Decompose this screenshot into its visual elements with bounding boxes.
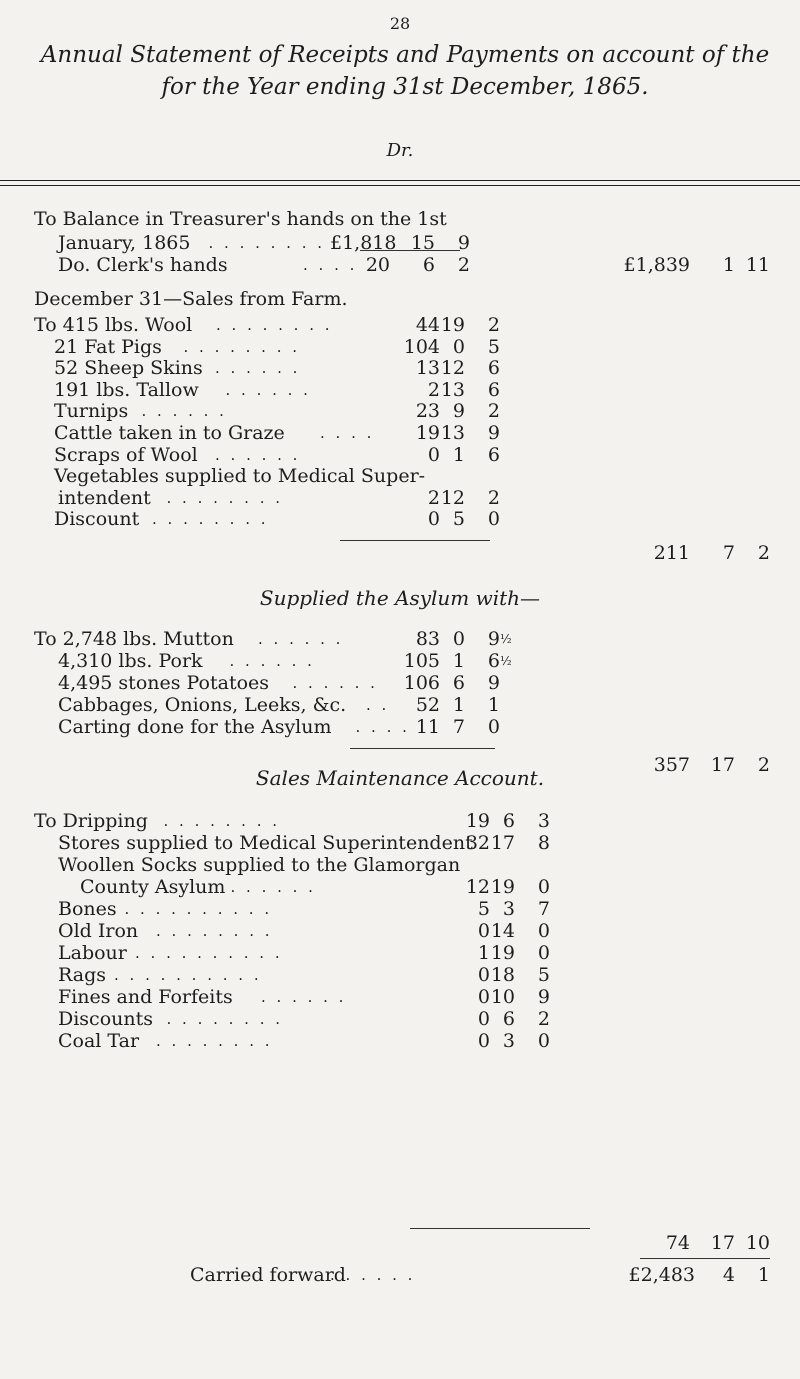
row-label: Labour	[58, 942, 127, 964]
row-label: 52 Sheep Skins	[54, 357, 203, 380]
amount-pence: 0	[487, 508, 500, 531]
total-pence: 10	[745, 1232, 770, 1254]
amount-pounds: 23	[415, 400, 440, 423]
amount-shillings: 19	[490, 876, 515, 898]
amount-pence: 0	[537, 1030, 550, 1052]
amount-shillings: 6	[502, 810, 515, 832]
leader-dots: . . . . . . . .	[208, 234, 326, 252]
row-label: Cattle taken in to Graze	[54, 422, 285, 444]
row-label: Bones	[58, 898, 117, 920]
total-shillings: 17	[710, 1232, 735, 1254]
row-label: Carting done for the Asylum	[58, 716, 332, 738]
leader-dots: . . . . . .	[261, 988, 347, 1006]
leader-dots: . . . .	[303, 256, 358, 274]
leader-dots: . . . . . .	[229, 652, 315, 670]
leader-dots: . . . . . . . .	[156, 922, 273, 940]
row-label: 21 Fat Pigs	[54, 335, 162, 358]
amount-shillings: 0	[452, 628, 465, 650]
row-label: County Asylum	[80, 876, 226, 898]
amount-pence: 2	[537, 1008, 550, 1030]
amount-pounds: 2	[427, 378, 440, 401]
leader-dots: . . . . . . . .	[166, 488, 284, 507]
row-label: 191 lbs. Tallow	[54, 378, 199, 401]
total-pounds: £1,839	[623, 254, 690, 276]
amount-shillings: 12	[440, 486, 465, 509]
section-rule	[360, 250, 460, 251]
amount-pounds: 32	[465, 832, 490, 854]
amount-pounds: 83	[415, 628, 440, 650]
amount-shillings: 0	[452, 335, 465, 358]
row-label: Discount	[54, 508, 140, 531]
amount-shillings: 1	[452, 650, 465, 672]
ledger-row	[0, 506, 800, 532]
section-rule	[410, 1228, 590, 1229]
amount-pence: 0	[537, 942, 550, 964]
total-pence: 2	[757, 754, 770, 776]
row-label: Fines and Forfeits	[58, 986, 233, 1008]
row-label: January, 1865	[58, 232, 191, 254]
amount-pounds: 5	[477, 898, 490, 920]
amount-pence: 2	[487, 400, 500, 423]
row-label: Woollen Socks supplied to the Glamorgan	[58, 854, 461, 876]
amount-pounds: 106	[403, 672, 440, 694]
leader-dots: . . . . . .	[292, 674, 378, 692]
asylum-heading: Supplied the Asylum with—	[259, 586, 541, 610]
page-number: 28	[389, 14, 411, 33]
leader-dots: . . . . . . . . . .	[135, 944, 283, 962]
amount-pounds: 13	[415, 357, 440, 380]
amount-pence: 1	[487, 694, 500, 716]
row-label: Old Iron	[58, 920, 139, 942]
amount-half-penny: ½	[500, 654, 512, 668]
row-label: Turnips	[54, 400, 129, 423]
amount-pounds: 0	[427, 508, 440, 531]
amount-shillings: 10	[490, 986, 515, 1008]
amount-shillings: 19	[490, 942, 515, 964]
amount-pounds: 0	[477, 920, 490, 942]
leader-dots: . .	[366, 696, 390, 714]
amount-shillings: 13	[440, 422, 465, 444]
amount-pounds: 105	[403, 650, 440, 672]
row-label: 4,310 lbs. Pork	[58, 650, 203, 672]
amount-pence: 6	[487, 357, 500, 380]
total-shillings: 17	[710, 754, 735, 776]
amount-shillings: 6	[502, 1008, 515, 1030]
statement-title-line2: for the Year ending 31st December, 1865.	[161, 74, 649, 100]
amount-shillings: 7	[452, 716, 465, 738]
amount-pounds: 20	[365, 254, 390, 276]
amount-shillings: 9	[452, 400, 465, 423]
amount-shillings: 6	[452, 672, 465, 694]
amount-shillings: 6	[422, 254, 435, 276]
amount-pence: 9	[487, 672, 500, 694]
row-label: intendent	[58, 486, 151, 509]
leader-dots: . . . . . .	[215, 445, 301, 464]
amount-pence: 2	[457, 254, 470, 276]
amount-pence: 0	[537, 920, 550, 942]
row-label: To 415 lbs. Wool	[34, 314, 193, 336]
row-label: To 2,748 lbs. Mutton	[34, 628, 234, 650]
leader-dots: . . . . . .	[141, 402, 227, 421]
amount-pence: 0	[537, 876, 550, 898]
leader-dots: . . . . . .	[258, 630, 344, 648]
double-rule	[0, 180, 800, 186]
amount-shillings: 3	[502, 898, 515, 920]
row-label: Discounts	[58, 1008, 153, 1030]
carried-rule	[640, 1258, 770, 1259]
amount-shillings: 12	[440, 357, 465, 380]
amount-pounds: £1,818	[330, 232, 397, 254]
row-label: Stores supplied to Medical Superintendent	[58, 832, 473, 854]
total-shillings: 7	[722, 542, 735, 564]
leader-dots: . . . . . . . .	[166, 1010, 284, 1028]
leader-dots: . . . . . . . .	[156, 1032, 273, 1050]
section-total-row	[0, 252, 800, 278]
amount-pounds: 104	[403, 335, 440, 358]
leader-dots: . . . . . . . .	[183, 337, 301, 356]
amount-shillings: 1	[452, 443, 465, 466]
amount-pence: 2	[487, 486, 500, 509]
leader-dots: . . . .	[355, 718, 410, 736]
amount-shillings: 15	[410, 232, 435, 254]
amount-pence: 2	[487, 314, 500, 336]
amount-shillings: 19	[440, 314, 465, 336]
amount-pence: 5	[487, 335, 500, 358]
carried-forward-row: Carried forward . . . . . . £2,483 4 1	[190, 1264, 770, 1286]
amount-shillings: 1	[452, 694, 465, 716]
leader-dots: . . . . . . . . . .	[114, 966, 262, 984]
amount-pounds: 11	[415, 716, 440, 738]
amount-pence: 7	[537, 898, 550, 920]
leader-dots: . . . . . .	[215, 359, 301, 378]
amount-shillings: 14	[490, 920, 515, 942]
amount-pounds: 0	[477, 964, 490, 986]
amount-pounds: 1	[477, 942, 490, 964]
amount-pounds: 0	[477, 1030, 490, 1052]
row-label: Cabbages, Onions, Leeks, &c.	[58, 694, 347, 716]
amount-pence: 6	[487, 378, 500, 401]
amount-pence: 6	[487, 650, 500, 672]
row-label: To Dripping	[34, 810, 148, 832]
amount-shillings: 13	[440, 378, 465, 401]
amount-pence: 6	[487, 443, 500, 466]
amount-pence: 3	[537, 810, 550, 832]
leader-dots: . . . . . .	[230, 878, 316, 896]
ledger-row	[0, 1028, 800, 1054]
row-label: Coal Tar	[58, 1030, 140, 1052]
amount-pence: 9	[487, 628, 500, 650]
row-label: 4,495 stones Potatoes	[58, 672, 270, 694]
amount-pounds: 44	[415, 314, 440, 336]
statement-title-line1: Annual Statement of Receipts and Payments on account of the	[40, 42, 770, 68]
amount-shillings: 17	[490, 832, 515, 854]
total-shillings: 1	[722, 254, 735, 276]
amount-shillings: 5	[452, 508, 465, 531]
ledger-row	[0, 714, 800, 740]
amount-pounds: 52	[415, 694, 440, 716]
total-pence: 11	[745, 254, 770, 276]
amount-pence: 9	[537, 986, 550, 1008]
leader-dots: . . . . . .	[225, 380, 311, 399]
farm-heading: December 31—Sales from Farm.	[34, 288, 348, 310]
amount-pence: 8	[537, 832, 550, 854]
section-total-row	[0, 540, 800, 566]
row-label: Do. Clerk's hands	[58, 254, 228, 276]
amount-pounds: 19	[465, 810, 490, 832]
total-pounds: 211	[653, 542, 690, 564]
amount-pounds: 19	[415, 422, 440, 444]
dr-mark: Dr.	[386, 140, 414, 161]
leader-dots: . . . . . . . .	[216, 316, 333, 334]
section-rule	[350, 748, 495, 749]
amount-pounds: 12	[465, 876, 490, 898]
leader-dots: . . . .	[320, 424, 375, 442]
total-pounds: 357	[653, 754, 690, 776]
total-pence: 2	[757, 542, 770, 564]
amount-shillings: 18	[490, 964, 515, 986]
leader-dots: . . . . . . . . . .	[124, 900, 273, 918]
total-pounds: 74	[665, 1232, 690, 1254]
amount-half-penny: ½	[500, 632, 512, 646]
amount-pounds: 0	[477, 986, 490, 1008]
row-label: Vegetables supplied to Medical Super-	[54, 465, 426, 488]
amount-pence: 0	[487, 716, 500, 738]
row-label: Scraps of Wool	[54, 443, 198, 466]
leader-dots: . . . . . . . .	[163, 812, 281, 830]
amount-shillings: 3	[502, 1030, 515, 1052]
balance-heading: To Balance in Treasurer's hands on the 1st	[34, 208, 447, 230]
row-label: Rags	[58, 964, 106, 986]
amount-pounds: 0	[477, 1008, 490, 1030]
amount-pounds: 0	[427, 443, 440, 466]
amount-pence: 9	[457, 232, 470, 254]
leader-dots: . . . . . . . .	[152, 510, 269, 529]
amount-pence: 9	[487, 422, 500, 444]
section-total-row	[0, 1230, 800, 1256]
amount-pounds: 2	[427, 486, 440, 509]
maintenance-heading: Sales Maintenance Account.	[255, 766, 545, 790]
amount-pence: 5	[537, 964, 550, 986]
